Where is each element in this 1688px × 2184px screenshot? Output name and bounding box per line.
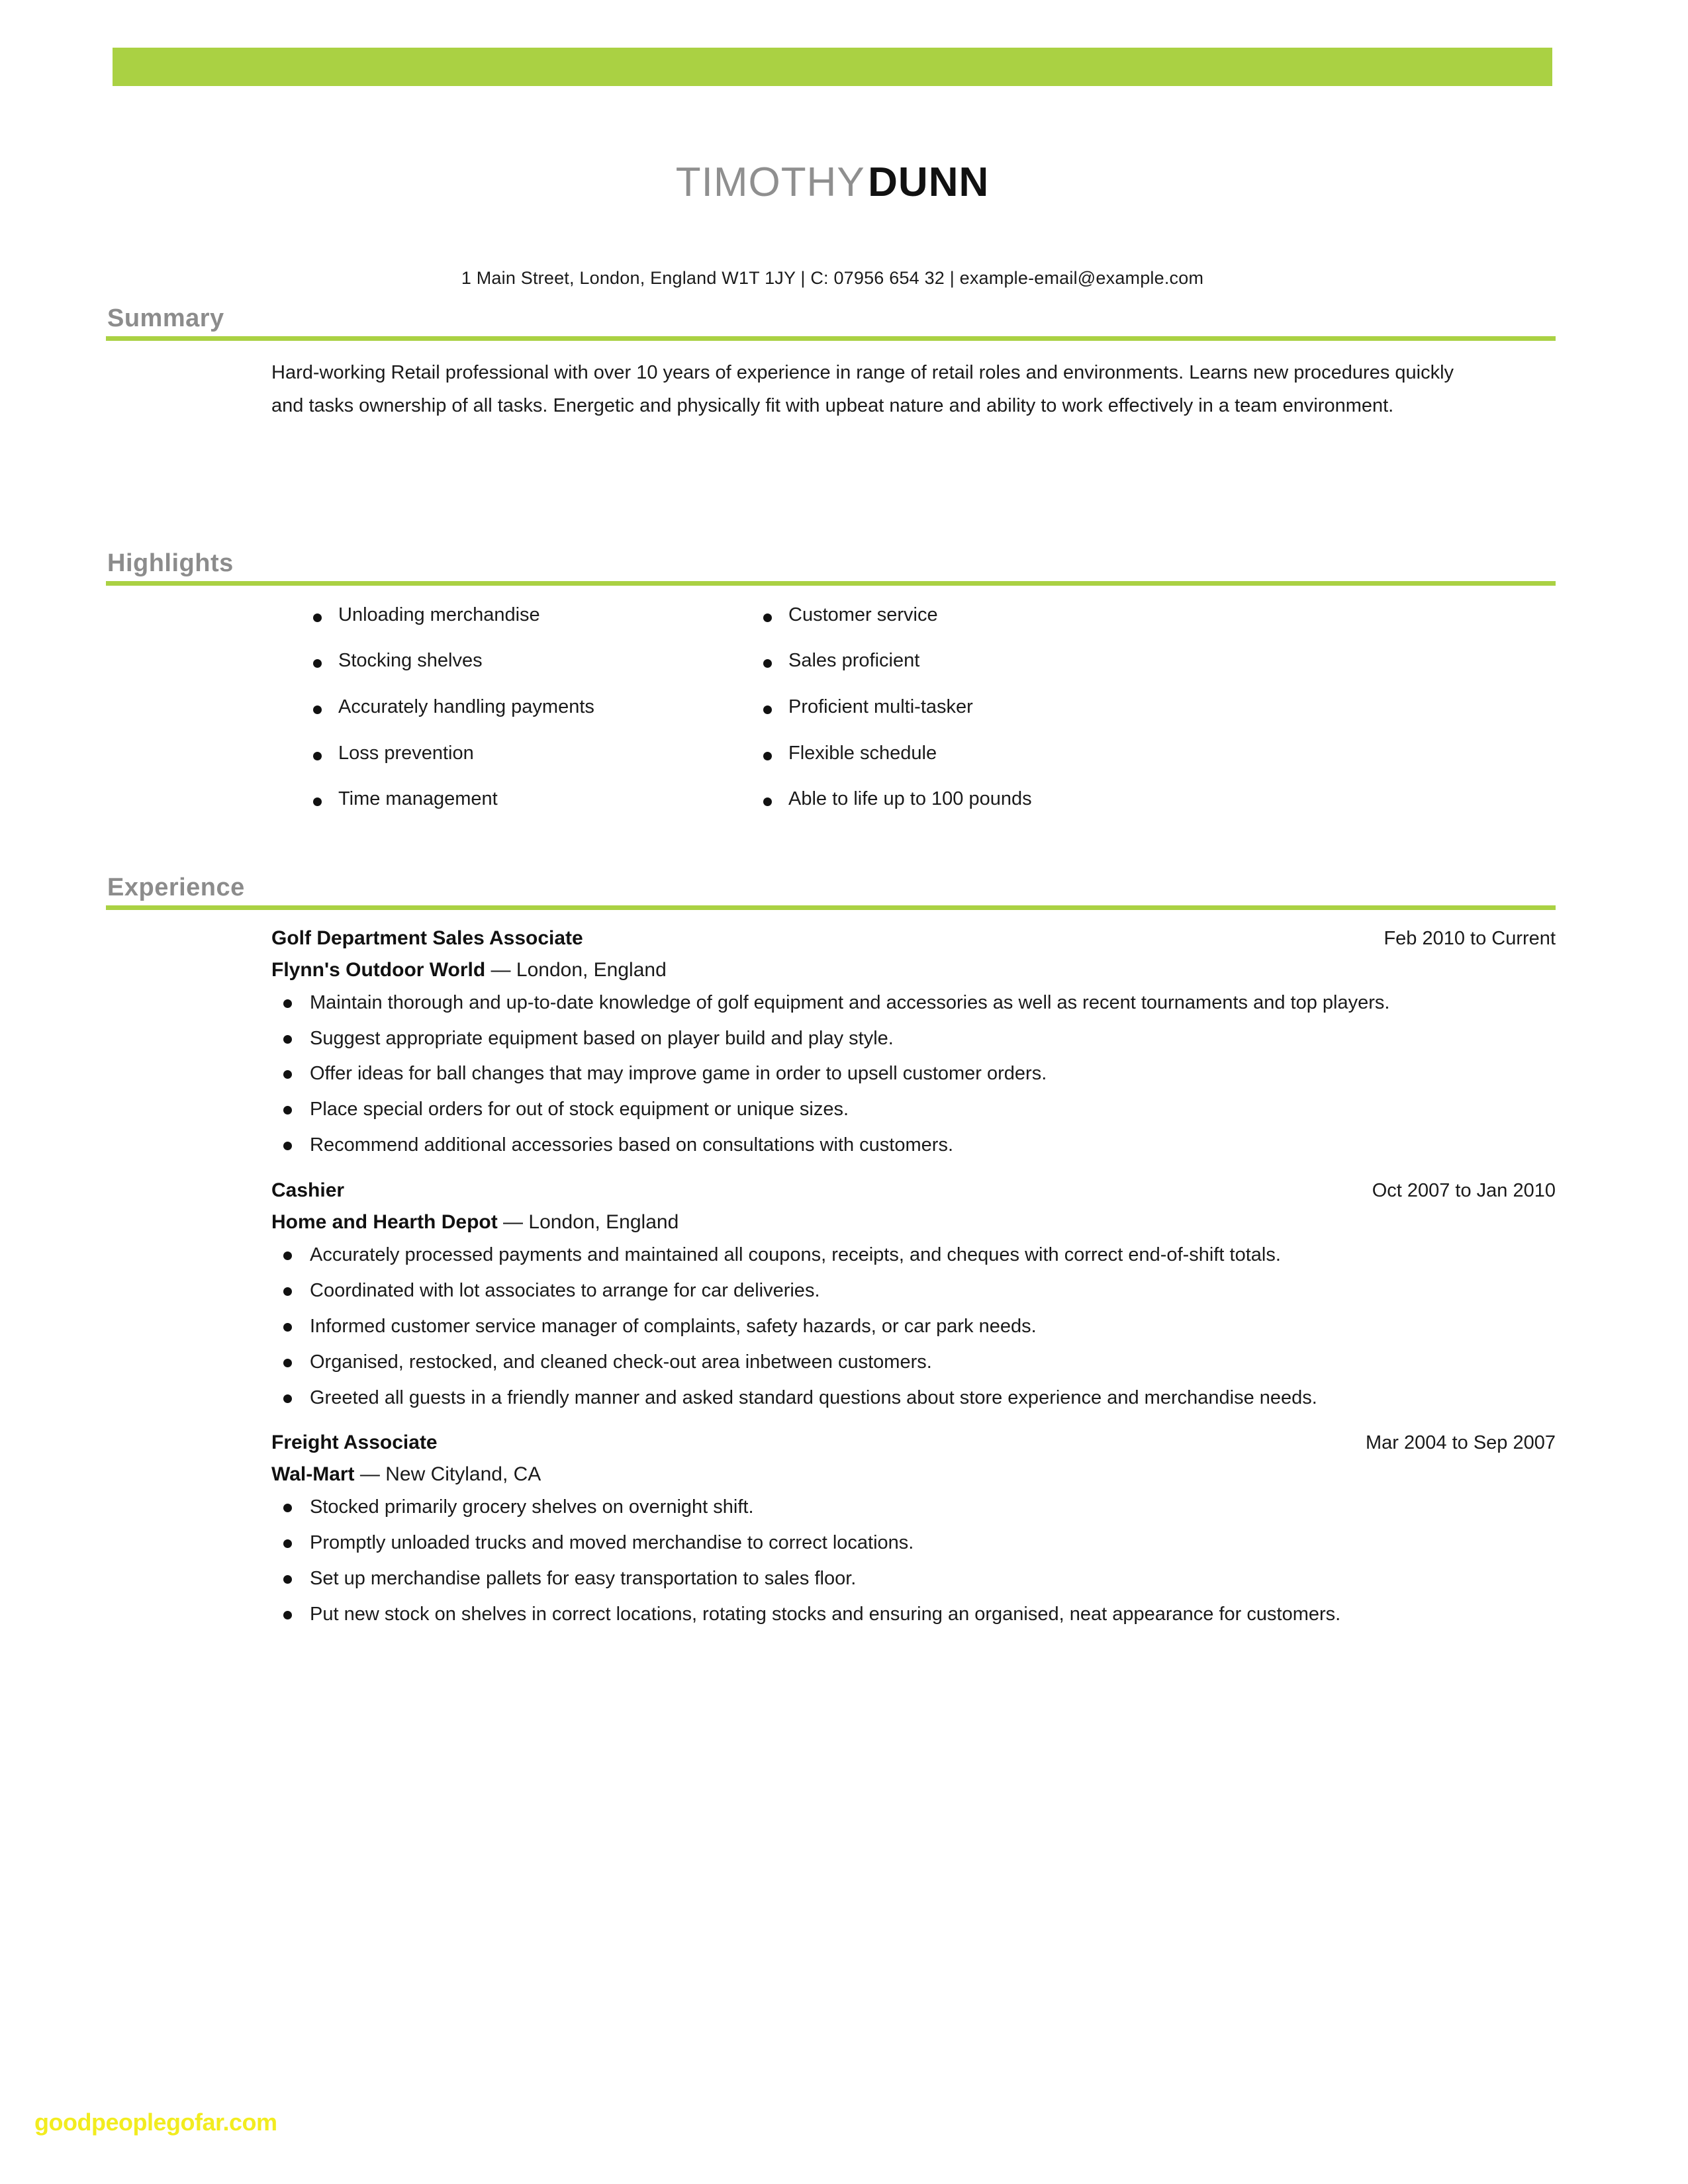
job-responsibility-item: Put new stock on shelves in correct locations, rotating stocks and ensuring an organised, neat appearance for customers.: [271, 1598, 1529, 1631]
experience-entry-header: [271, 1432, 1556, 1454]
highlights-column-left: [308, 604, 758, 835]
highlights-list-right: [758, 604, 1261, 811]
job-responsibility-item: Organised, restocked, and cleaned check-out area inbetween customers.: [271, 1346, 1529, 1379]
job-responsibility-item: Maintain thorough and up-to-date knowledge of golf equipment and accessories as well as recent tournaments and top players.: [271, 987, 1529, 1020]
section-highlights: [106, 549, 1556, 835]
summary-text: Hard-working Retail professional with over 10 years of experience in range of retail roles and environments. Learns new procedures quickly and tasks ownership of all tasks. Energetic and physically fit with upbeat nature and ability to work effectively in a team environment.: [271, 361, 1454, 416]
job-responsibility-list: [271, 1491, 1529, 1631]
candidate-name: [113, 159, 1552, 206]
highlights-list-left: [308, 604, 758, 811]
section-experience: [106, 874, 1556, 1634]
highlight-item: Stocking shelves: [308, 650, 758, 672]
job-responsibility-item: Set up merchandise pallets for easy transportation to sales floor.: [271, 1563, 1529, 1596]
contact-line: 1 Main Street, London, England W1T 1JY | C: 07956 654 32 | example-email@example.com: [461, 268, 1204, 288]
job-company-name: Flynn's Outdoor World: [271, 958, 486, 981]
section-title-summary: Summary: [107, 304, 224, 332]
job-responsibility-item: Place special orders for out of stock equipment or unique sizes.: [271, 1093, 1529, 1126]
job-responsibility-item: Stocked primarily grocery shelves on overnight shift.: [271, 1491, 1529, 1524]
job-separator: —: [485, 958, 516, 981]
highlight-item: Unloading merchandise: [308, 604, 758, 627]
section-divider-experience: [106, 905, 1556, 910]
job-responsibility-item: Suggest appropriate equipment based on player build and play style.: [271, 1023, 1529, 1056]
highlights-column-right: [758, 604, 1261, 835]
job-company-name: Home and Hearth Depot: [271, 1211, 498, 1234]
job-responsibility-list: [271, 987, 1529, 1162]
highlight-item: Sales proficient: [758, 650, 1261, 672]
job-responsibility-item: Offer ideas for ball changes that may improve game in order to upsell customer orders.: [271, 1058, 1529, 1091]
job-dates: Feb 2010 to Current: [1383, 927, 1556, 949]
section-summary: [106, 304, 1556, 422]
job-dates: Mar 2004 to Sep 2007: [1366, 1432, 1556, 1454]
job-location: London, England: [516, 958, 667, 981]
experience-entry-header: [271, 927, 1556, 950]
highlight-item: Accurately handling payments: [308, 696, 758, 719]
experience-job-list: [106, 927, 1556, 1631]
job-company-name: Wal-Mart: [271, 1463, 355, 1486]
header-accent-bar: [113, 48, 1552, 86]
job-company-line: [271, 1463, 1556, 1486]
highlights-columns: [308, 604, 1539, 835]
job-responsibility-list: [271, 1239, 1529, 1414]
job-location: New Cityland, CA: [385, 1463, 541, 1486]
job-title: Cashier: [271, 1179, 345, 1202]
job-company-line: [271, 959, 1556, 981]
section-title-highlights: Highlights: [107, 549, 234, 577]
highlight-item: Customer service: [758, 604, 1261, 627]
job-responsibility-item: Greeted all guests in a friendly manner and asked standard questions about store experience and merchandise needs.: [271, 1382, 1529, 1415]
job-title: Golf Department Sales Associate: [271, 927, 583, 949]
last-name: DUNN: [868, 159, 990, 205]
job-responsibility-item: Recommend additional accessories based on consultations with customers.: [271, 1129, 1529, 1162]
highlight-item: Time management: [308, 788, 758, 811]
job-separator: —: [497, 1211, 529, 1234]
first-name: TIMOTHY: [675, 159, 865, 205]
job-responsibility-item: Informed customer service manager of complaints, safety hazards, or car park needs.: [271, 1310, 1529, 1343]
section-divider-highlights: [106, 581, 1556, 586]
experience-entry-header: [271, 1179, 1556, 1202]
experience-entry: [271, 1179, 1556, 1414]
job-responsibility-item: Promptly unloaded trucks and moved merchandise to correct locations.: [271, 1527, 1529, 1560]
job-company-line: [271, 1211, 1556, 1234]
section-title-experience: Experience: [107, 874, 245, 901]
experience-entry: [271, 927, 1556, 1162]
highlight-item: Loss prevention: [308, 743, 758, 765]
job-responsibility-item: Accurately processed payments and maintained all coupons, receipts, and cheques with correct end-of-shift totals.: [271, 1239, 1529, 1272]
experience-entry: [271, 1432, 1556, 1631]
highlight-item: Flexible schedule: [758, 743, 1261, 765]
highlight-item: Proficient multi-tasker: [758, 696, 1261, 719]
highlight-item: Able to life up to 100 pounds: [758, 788, 1261, 811]
job-separator: —: [354, 1463, 386, 1486]
job-responsibility-item: Coordinated with lot associates to arrange for car deliveries.: [271, 1275, 1529, 1308]
site-watermark: goodpeoplegofar.com: [34, 2109, 277, 2136]
job-location: London, England: [528, 1211, 679, 1234]
job-title: Freight Associate: [271, 1432, 438, 1454]
section-divider-summary: [106, 336, 1556, 341]
job-dates: Oct 2007 to Jan 2010: [1372, 1180, 1556, 1202]
